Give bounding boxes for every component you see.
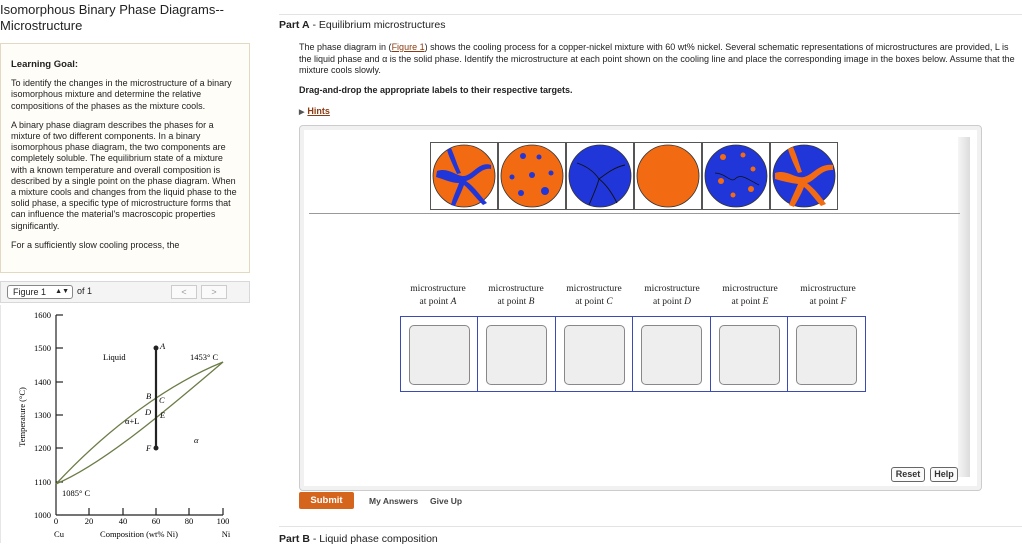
microstructure-swatch-4[interactable] xyxy=(634,142,702,210)
point-a-marker xyxy=(154,346,159,351)
target-label-line2: at point xyxy=(575,297,605,307)
point-label-f: F xyxy=(146,443,152,453)
drop-target-d[interactable] xyxy=(632,316,711,392)
y-tick-label: 1300 xyxy=(34,410,51,420)
microstructure-image xyxy=(635,143,701,209)
y-tick-label: 1400 xyxy=(34,377,51,387)
learning-goal-heading: Learning Goal: xyxy=(11,59,79,70)
divider xyxy=(279,14,1022,15)
point-label-b: B xyxy=(146,391,152,401)
question-text xyxy=(299,42,1021,77)
help-button[interactable]: Help xyxy=(930,467,958,482)
updown-icon: ▲▼ xyxy=(55,288,69,295)
part-b-title[interactable] xyxy=(279,533,438,545)
part-b-label: Part B xyxy=(279,533,310,545)
palette-divider xyxy=(309,213,960,214)
question-post: ) shows the cooling process for a copper-nickel mixture with 60 wt% nickel. Several schematic representations of microstructures are provided, L is the liquid phase and α is the solid phase. Identify the microstructure at each point shown on the cooling line and place the corresponding image in the boxes below. Assume that the mixture cools slowly. xyxy=(299,42,1015,75)
prev-figure-button[interactable]: < xyxy=(171,285,197,299)
y-axis-label: Temperature (°C) xyxy=(17,387,27,447)
intro-paragraph: A binary phase diagram describes the phases for a mixture of two different components. In a binary isomorphous phase diagram, the two components are completely soluble. The equilibrium state of a mixture with a known temperature and overall composition is described by a single point on the phase diagram. When a mixture cools and changes from the liquid phase to the solid phase, a specific type of microstructure forms that can influence the material's macroscopic properties significantly. xyxy=(11,119,237,231)
reset-button[interactable]: Reset xyxy=(891,467,925,482)
drop-target-f[interactable] xyxy=(787,316,866,392)
figure-count: of 1 xyxy=(77,286,93,296)
microstructure-image xyxy=(703,143,769,209)
target-point-letter: A xyxy=(450,297,457,307)
point-label-a: A xyxy=(160,341,166,351)
point-label-e: E xyxy=(160,410,166,420)
melting-point-ni-label: 1453° C xyxy=(190,352,219,362)
y-tick-label: 1500 xyxy=(34,343,51,353)
x-axis-label: Composition (wt% Ni) xyxy=(100,529,178,539)
drop-slot[interactable] xyxy=(486,325,547,385)
drop-slot[interactable] xyxy=(719,325,780,385)
target-label-c xyxy=(556,283,632,309)
melting-point-cu-label: 1085° C xyxy=(62,488,91,498)
target-label-line1: microstructure xyxy=(410,284,466,294)
y-tick-label: 1000 xyxy=(34,510,51,520)
figure-area xyxy=(0,305,250,543)
drop-target-b[interactable] xyxy=(477,316,556,392)
figure-select[interactable] xyxy=(7,285,73,299)
divider xyxy=(279,526,1022,527)
submit-button[interactable]: Submit xyxy=(299,492,354,509)
y-ticks xyxy=(56,315,63,482)
target-label-e xyxy=(712,283,788,309)
target-label-line1: microstructure xyxy=(566,284,622,294)
microstructure-swatch-5[interactable] xyxy=(702,142,770,210)
microstructure-image xyxy=(431,143,497,209)
next-figure-button[interactable]: > xyxy=(201,285,227,299)
target-label-line2: at point xyxy=(652,297,682,307)
x-tick-label: 0 xyxy=(53,516,59,526)
hints-toggle[interactable] xyxy=(299,106,330,116)
part-a-subtitle: - Equilibrium microstructures xyxy=(309,19,446,31)
point-label-c: C xyxy=(159,395,165,405)
question-pre: The phase diagram in ( xyxy=(299,42,392,52)
target-point-letter: B xyxy=(528,297,535,307)
target-label-line1: microstructure xyxy=(722,284,778,294)
part-a-title[interactable] xyxy=(279,19,446,31)
drop-target-c[interactable] xyxy=(555,316,634,392)
scroll-shadow xyxy=(958,137,970,477)
figure-toolbar xyxy=(0,281,250,303)
target-label-b xyxy=(478,283,554,309)
y-tick-label: 1100 xyxy=(34,477,51,487)
target-point-letter: E xyxy=(762,297,769,307)
microstructure-image xyxy=(771,143,837,209)
x-ticks xyxy=(89,508,223,515)
intro-paragraph-2: For a sufficiently slow cooling process, the xyxy=(11,239,180,250)
y-tick-label: 1600 xyxy=(34,310,51,320)
microstructure-swatch-2[interactable] xyxy=(498,142,566,210)
point-f-marker xyxy=(154,446,159,451)
hints-label: Hints xyxy=(307,106,330,116)
x-tick-label: 100 xyxy=(216,516,230,526)
y-tick-label: 1200 xyxy=(34,443,51,453)
target-label-line1: microstructure xyxy=(800,284,856,294)
drop-slot[interactable] xyxy=(796,325,857,385)
region-liquid-label: Liquid xyxy=(103,352,126,362)
drop-slot[interactable] xyxy=(641,325,702,385)
page-title: Isomorphous Binary Phase Diagrams-- Microstructure xyxy=(0,2,224,33)
target-label-a xyxy=(400,283,476,309)
drop-slot[interactable] xyxy=(409,325,470,385)
x-tick-label: 20 xyxy=(84,516,94,526)
part-a-label: Part A xyxy=(279,19,310,31)
x-right-label: Ni xyxy=(221,529,231,539)
figure-1-link[interactable]: Figure 1 xyxy=(391,42,425,52)
solidus-line xyxy=(56,362,223,484)
target-point-letter: F xyxy=(840,297,847,307)
drop-target-a[interactable] xyxy=(400,316,479,392)
microstructure-swatch-6[interactable] xyxy=(770,142,838,210)
x-tick-label: 80 xyxy=(184,516,194,526)
target-point-letter: C xyxy=(606,297,613,307)
point-label-d: D xyxy=(145,407,152,417)
target-label-line2: at point xyxy=(497,297,527,307)
target-label-line2: at point xyxy=(419,297,449,307)
drop-target-e[interactable] xyxy=(710,316,789,392)
instruction-text: Drag-and-drop the appropriate labels to their respective targets. xyxy=(299,85,573,95)
target-label-d xyxy=(634,283,710,309)
triangle-right-icon: ▶ xyxy=(299,109,305,116)
my-answers-link[interactable]: My Answers xyxy=(369,496,419,506)
part-b-subtitle: - Liquid phase composition xyxy=(309,533,438,545)
microstructure-swatch-3[interactable] xyxy=(566,142,634,210)
target-label-line1: microstructure xyxy=(644,284,700,294)
x-tick-label: 40 xyxy=(118,516,128,526)
phase-diagram xyxy=(1,305,251,543)
target-label-f xyxy=(790,283,866,309)
target-label-line1: microstructure xyxy=(488,284,544,294)
give-up-link[interactable]: Give Up xyxy=(430,496,463,506)
target-label-line2: at point xyxy=(731,297,761,307)
target-point-letter: D xyxy=(684,297,691,307)
region-two-phase-label: α+L xyxy=(125,416,140,426)
figure-select-value: Figure 1 xyxy=(13,287,47,297)
x-left-label: Cu xyxy=(54,529,64,539)
microstructure-swatch-1[interactable] xyxy=(430,142,498,210)
liquidus-line xyxy=(56,362,223,484)
region-alpha-label: α xyxy=(194,435,199,445)
intro-panel[interactable] xyxy=(0,43,250,273)
x-tick-label: 60 xyxy=(151,516,161,526)
target-label-line2: at point xyxy=(809,297,839,307)
microstructure-image xyxy=(499,143,565,209)
learning-goal-text: To identify the changes in the microstructure of a binary isomorphous mixture and determine the relative compositions of the phases as the mixture cools. xyxy=(11,78,232,111)
drop-slot[interactable] xyxy=(564,325,625,385)
microstructure-image xyxy=(567,143,633,209)
